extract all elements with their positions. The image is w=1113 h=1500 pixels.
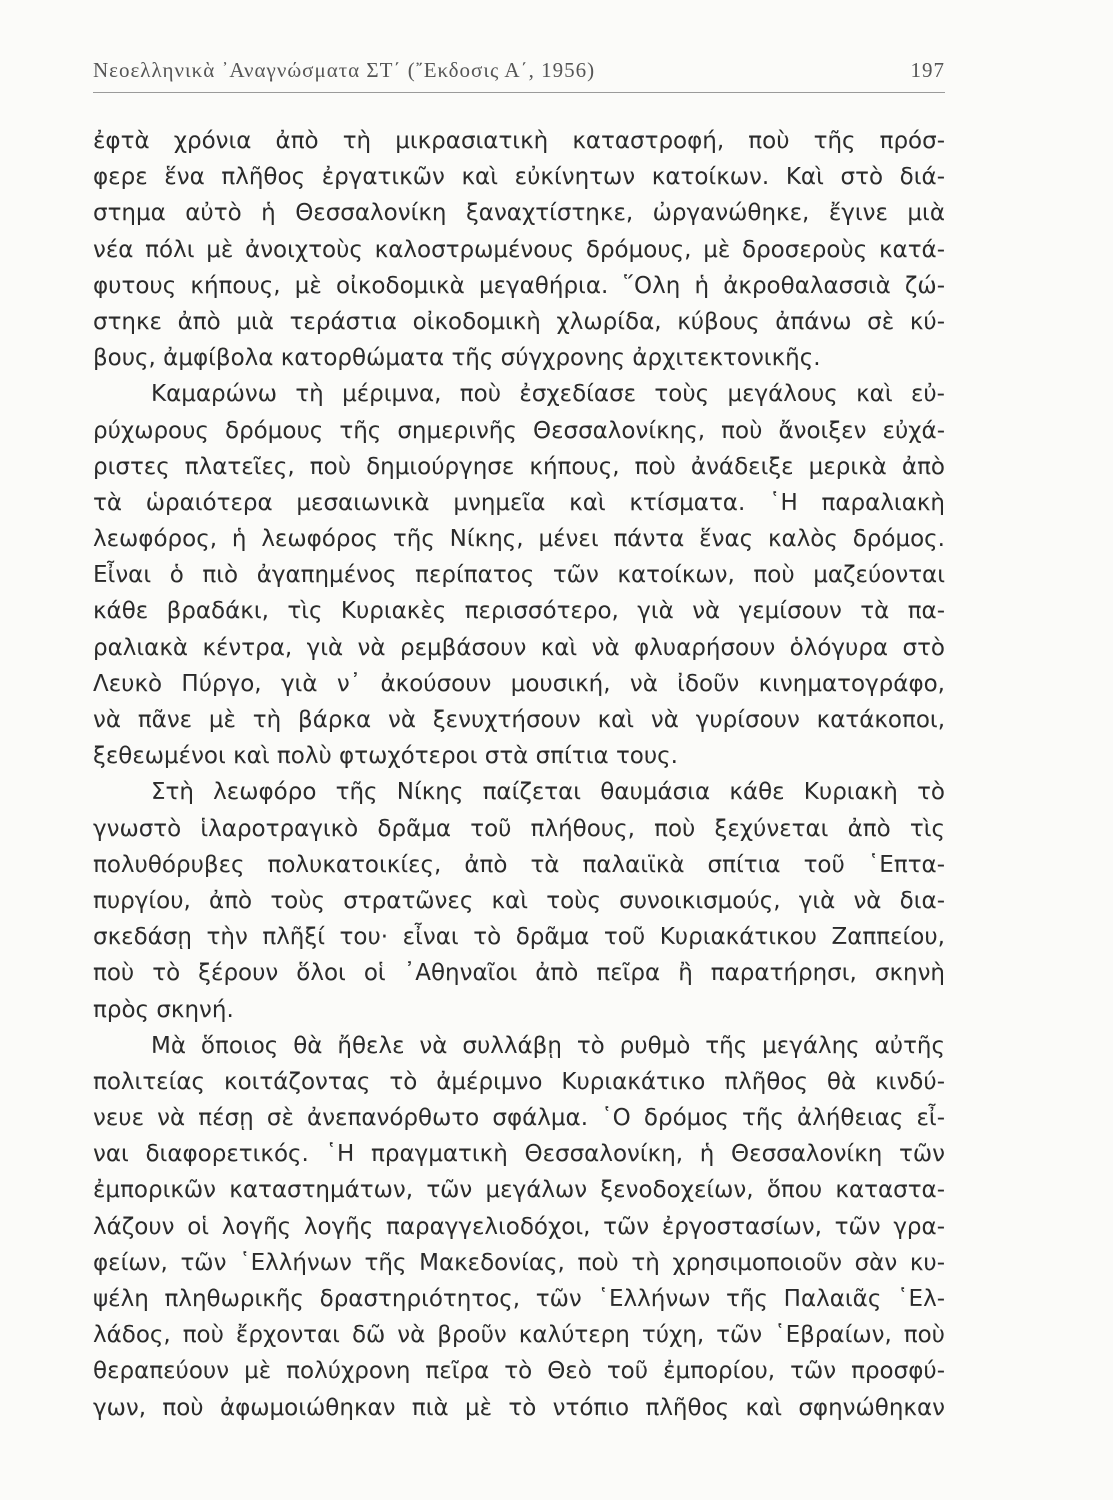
text-line: ραλιακὰ κέντρα, γιὰ νὰ ρεμβάσουν καὶ νὰ φλυαρήσουν ὁλόγυρα στὸ <box>93 634 945 661</box>
text-line: πρὸς σκηνή. <box>93 996 234 1023</box>
paragraph <box>93 1028 945 1426</box>
text-line: κάθε βραδάκι, τὶς Κυριακὲς περισσότερο, γιὰ νὰ γεμίσουν τὰ πα- <box>93 598 945 625</box>
text-line: βους, ἀμφίβολα κατορθώματα τῆς σύγχρονης ἀρχιτεκτονικῆς. <box>93 345 821 372</box>
text-line: ψέλη πληθωρικῆς δραστηριότητος, τῶν ῾Ελλήνων τῆς Παλαιᾶς ῾Ελ- <box>93 1286 945 1312</box>
text-line: νέα πόλι μὲ ἀνοιχτοὺς καλοστρωμένους δρόμους, μὲ δροσεροὺς κατά- <box>93 236 945 263</box>
text-line: ρύχωρους δρόμους τῆς σημερινῆς Θεσσαλονίκης, ποὺ ἄνοιξεν εὐχά- <box>93 417 945 444</box>
text-line: λάζουν οἱ λογῆς λογῆς παραγγελιοδόχοι, τῶν ἐργοστασίων, τῶν γρα- <box>93 1213 945 1240</box>
text-line: Στὴ λεωφόρο τῆς Νίκης παίζεται θαυμάσια κάθε Κυριακὴ τὸ <box>151 779 945 806</box>
text-line: γνωστὸ ἱλαροτραγικὸ δρᾶμα τοῦ πλήθους, ποὺ ξεχύνεται ἀπὸ τὶς <box>93 815 945 842</box>
text-line: τὰ ὡραιότερα μεσαιωνικὰ μνημεῖα καὶ κτίσματα. ῾Η παραλιακὴ <box>93 489 945 516</box>
text-line: φυτους κήπους, μὲ οἰκοδομικὰ μεγαθήρια. ῞Ολη ἡ ἀκροθαλασσιὰ ζώ- <box>93 272 945 299</box>
text-line: σκεδάσῃ τὴν πλῆξί του· εἶναι τὸ δρᾶμα τοῦ Κυριακάτικου Ζαππείου, <box>93 924 945 951</box>
text-line: Λευκὸ Πύργο, γιὰ ν᾿ ἀκούσουν μουσική, νὰ ἰδοῦν κινηματογράφο, <box>93 670 945 697</box>
text-line: πολυθόρυβες πολυκατοικίες, ἀπὸ τὰ παλαιϊκὰ σπίτια τοῦ ῾Επτα- <box>93 851 945 878</box>
text-line: νευε νὰ πέσῃ σὲ ἀνεπανόρθωτο σφάλμα. ῾Ο δρόμος τῆς ἀλήθειας εἶ- <box>93 1105 945 1132</box>
text-line: Μὰ ὅποιος θὰ ἤθελε νὰ συλλάβῃ τὸ ρυθμὸ τῆς μεγάλης αὐτῆς <box>151 1032 945 1059</box>
paragraph <box>93 376 945 774</box>
text-line: φείων, τῶν ῾Ελλήνων τῆς Μακεδονίας, ποὺ τὴ χρησιμοποιοῦν σὰν κυ- <box>93 1249 945 1276</box>
text-line: πολιτείας κοιτάζοντας τὸ ἀμέριμνο Κυριακάτικο πλῆθος θὰ κινδύ- <box>93 1068 945 1095</box>
text-line: στημα αὐτὸ ἡ Θεσσαλονίκη ξαναχτίστηκε, ὠργανώθηκε, ἔγινε μιὰ <box>93 200 945 227</box>
text-line: ἐφτὰ χρόνια ἀπὸ τὴ μικρασιατικὴ καταστροφή, ποὺ τῆς πρόσ- <box>93 128 945 154</box>
text-line: ἐμπορικῶν καταστημάτων, τῶν μεγάλων ξενοδοχείων, ὅπου καταστα- <box>93 1177 945 1204</box>
text-line: λάδος, ποὺ ἔρχονται δῶ νὰ βροῦν καλύτερη τύχη, τῶν ῾Εβραίων, ποὺ <box>93 1322 945 1349</box>
book-title: Νεοελληνικὰ ᾿Αναγνώσματα ΣΤ΄ (῎Εκδοσις Α΄, 1956) <box>93 58 596 82</box>
text-line: Εἶναι ὁ πιὸ ἀγαπημένος περίπατος τῶν κατοίκων, ποὺ μαζεύονται <box>93 562 945 589</box>
page-number: 197 <box>910 58 945 82</box>
page-body <box>93 123 945 1426</box>
text-line: νὰ πᾶνε μὲ τὴ βάρκα νὰ ξενυχτήσουν καὶ νὰ γυρίσουν κατάκοποι, <box>93 707 945 733</box>
paragraph <box>93 123 945 376</box>
text-line: ναι διαφορετικός. ῾Η πραγματικὴ Θεσσαλονίκη, ἡ Θεσσαλονίκη τῶν <box>93 1141 945 1168</box>
text-line: πυργίου, ἀπὸ τοὺς στρατῶνες καὶ τοὺς συνοικισμούς, γιὰ νὰ δια- <box>93 887 945 914</box>
text-line: φερε ἕνα πλῆθος ἐργατικῶν καὶ εὐκίνητων κατοίκων. Καὶ στὸ διά- <box>93 164 945 191</box>
text-line: θεραπεύουν μὲ πολύχρονη πεῖρα τὸ Θεὸ τοῦ ἐμπορίου, τῶν προσφύ- <box>93 1358 945 1385</box>
text-line: λεωφόρος, ἡ λεωφόρος τῆς Νίκης, μένει πάντα ἕνας καλὸς δρόμος. <box>93 526 945 553</box>
paragraph <box>93 774 945 1027</box>
running-header <box>93 52 945 93</box>
text-line: ριστες πλατεῖες, ποὺ δημιούργησε κήπους, ποὺ ἀνάδειξε μερικὰ ἀπὸ <box>93 453 945 480</box>
text-line: στηκε ἀπὸ μιὰ τεράστια οἰκοδομικὴ χλωρίδα, κύβους ἀπάνω σὲ κύ- <box>93 308 945 335</box>
text-line: ξεθεωμένοι καὶ πολὺ φτωχότεροι στὰ σπίτια τους. <box>93 743 678 770</box>
text-line: ποὺ τὸ ξέρουν ὅλοι οἱ ᾿Αθηναῖοι ἀπὸ πεῖρα ἢ παρατήρησι, σκηνὴ <box>93 960 945 987</box>
text-line: Καμαρώνω τὴ μέριμνα, ποὺ ἐσχεδίασε τοὺς μεγάλους καὶ εὐ- <box>151 381 945 408</box>
text-line: γων, ποὺ ἀφωμοιώθηκαν πιὰ μὲ τὸ ντόπιο πλῆθος καὶ σφηνώθηκαν <box>93 1394 945 1421</box>
